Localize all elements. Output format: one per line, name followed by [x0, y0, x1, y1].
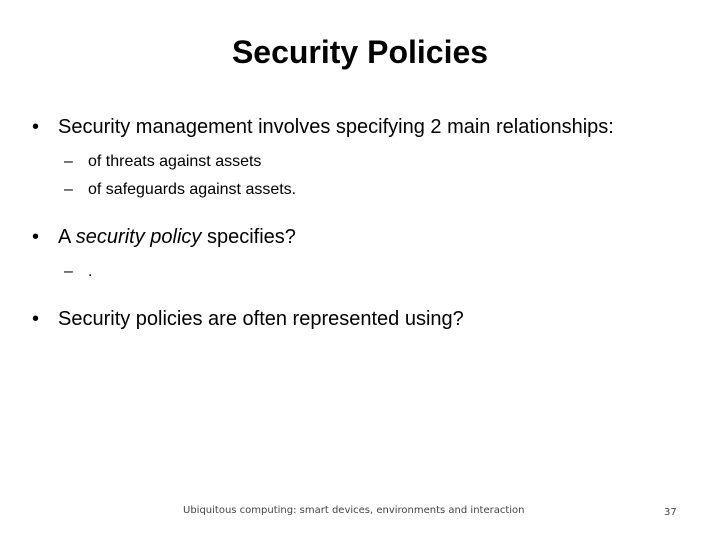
- sub-bullet-item: [32, 148, 692, 176]
- sub-bullet-text: of safeguards against assets.: [88, 181, 297, 198]
- slide-footer: Ubiquitous computing: smart devices, environments and interaction: [183, 505, 525, 516]
- bullet-item: [32, 304, 692, 334]
- dash-icon: –: [64, 181, 73, 198]
- sub-bullet-text: of threats against assets: [88, 153, 262, 170]
- bullet-icon: •: [32, 226, 40, 248]
- bullet-icon: •: [32, 116, 40, 138]
- bullet-text-emphasis: security policy: [75, 226, 202, 248]
- page-number: 37: [664, 507, 677, 518]
- bullet-item: [32, 222, 692, 252]
- sub-bullet-text: .: [88, 263, 93, 280]
- slide-title: Security Policies: [231, 34, 489, 70]
- bullet-list: [32, 112, 692, 334]
- bullet-text: Security policies are often represented using?: [58, 308, 464, 330]
- bullet-text-prefix: A: [58, 226, 76, 248]
- bullet-text: Security management involves specifying 2 main relationships:: [58, 116, 614, 138]
- dash-icon: –: [64, 153, 73, 170]
- dash-icon: –: [64, 263, 73, 280]
- sub-bullet-item: [32, 176, 692, 204]
- bullet-item: [32, 112, 692, 142]
- sub-bullet-item: [32, 258, 692, 286]
- bullet-icon: •: [32, 308, 40, 330]
- bullet-text-suffix: specifies?: [201, 226, 296, 248]
